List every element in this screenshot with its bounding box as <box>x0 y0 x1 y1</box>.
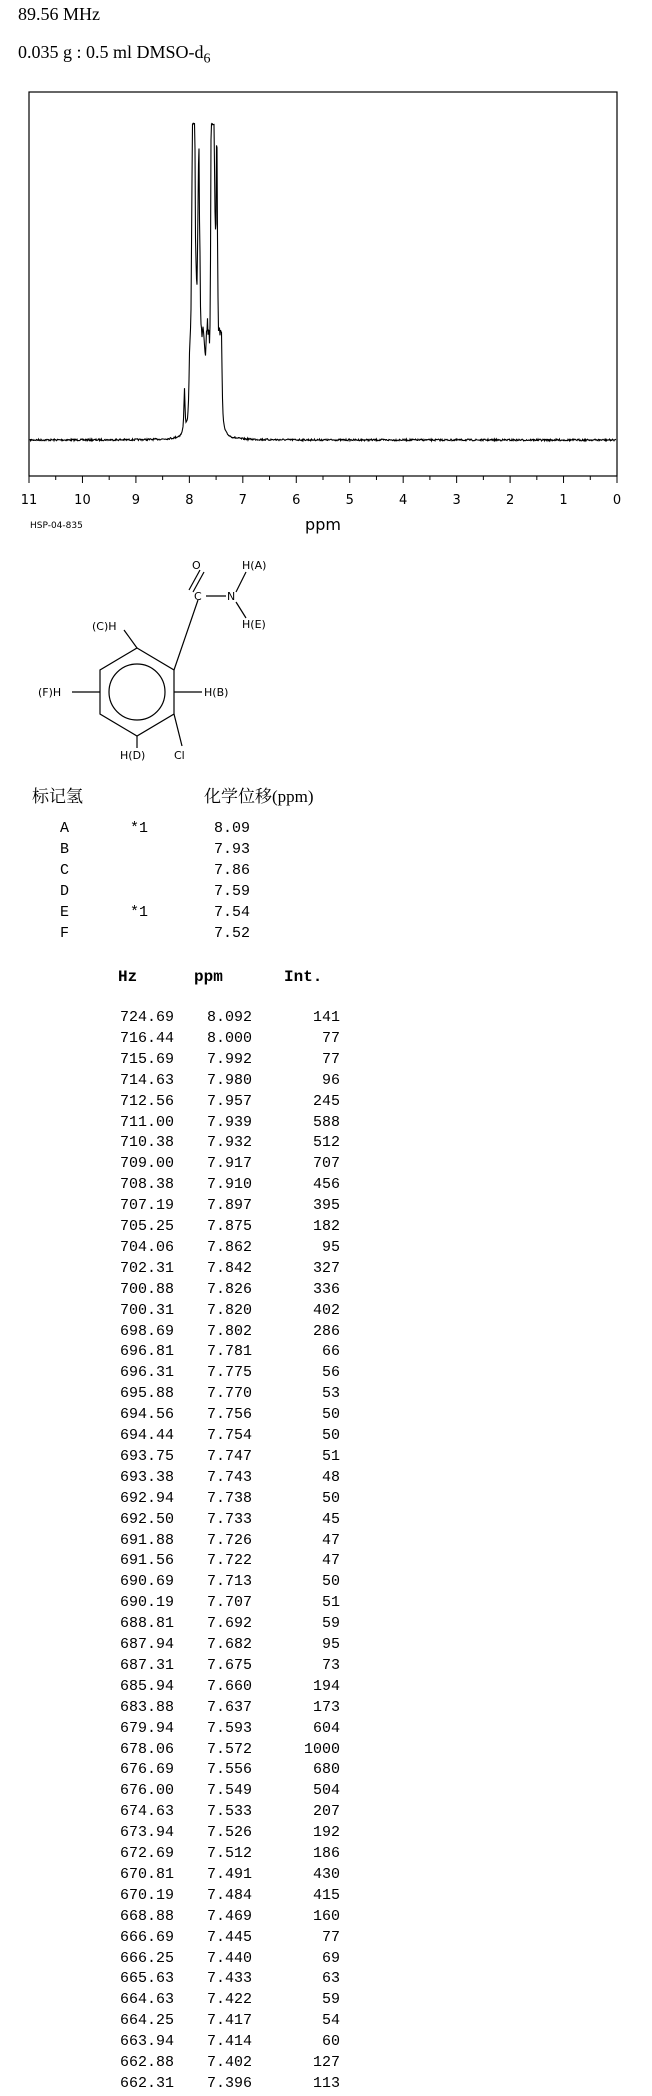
peak-intensity: 245 <box>312 1092 340 1110</box>
peak-intensity: 51 <box>321 1594 340 1612</box>
table-row <box>100 1009 350 1030</box>
peak-ppm: 7.440 <box>206 1949 252 1967</box>
spectrometer-frequency: 89.56 MHz <box>18 4 100 24</box>
peak-intensity: 141 <box>312 1009 340 1026</box>
table-row <box>100 1594 350 1615</box>
peak-ppm: 7.862 <box>206 1238 252 1256</box>
table-row <box>100 2033 350 2054</box>
peak-intensity: 56 <box>321 1364 340 1382</box>
table-row <box>100 1866 350 1887</box>
peak-ppm: 7.756 <box>206 1406 252 1424</box>
peak-intensity: 173 <box>312 1698 340 1716</box>
peak-intensity: 186 <box>312 1845 340 1862</box>
molecule-structure <box>20 552 320 772</box>
peak-intensity: 336 <box>312 1280 340 1298</box>
peak-ppm: 7.820 <box>206 1301 252 1319</box>
peak-ppm: 7.802 <box>206 1322 252 1340</box>
table-row <box>100 1782 350 1803</box>
peak-hz: 705.25 <box>119 1218 174 1235</box>
x-axis-ticks <box>21 476 621 508</box>
peak-ppm: 7.910 <box>206 1176 252 1194</box>
peak-ppm: 7.549 <box>206 1782 252 1800</box>
peak-header-hz: Hz <box>118 968 138 986</box>
peak-hz: 664.25 <box>119 2012 174 2030</box>
benzene-ring <box>100 648 174 736</box>
table-row <box>100 1741 350 1762</box>
peak-hz: 716.44 <box>119 1029 174 1047</box>
peak-hz: 690.69 <box>119 1573 174 1591</box>
peak-intensity: 50 <box>321 1427 340 1444</box>
peak-intensity: 504 <box>312 1782 340 1800</box>
peak-ppm: 7.692 <box>206 1615 252 1633</box>
atom-oxygen: O <box>192 559 201 572</box>
peak-ppm: 7.842 <box>206 1259 252 1277</box>
peak-hz: 694.44 <box>119 1427 174 1444</box>
table-row <box>100 1427 350 1448</box>
peak-ppm: 8.000 <box>206 1029 252 1047</box>
peak-hz: 698.69 <box>119 1322 174 1340</box>
table-row <box>100 1950 350 1971</box>
bond-n-ha <box>236 572 246 592</box>
table-row <box>100 1761 350 1782</box>
peak-hz: 724.69 <box>119 1009 174 1026</box>
peak-hz: 692.94 <box>119 1489 174 1507</box>
table-row <box>100 2012 350 2033</box>
peak-intensity: 395 <box>312 1197 340 1215</box>
peak-intensity: 77 <box>321 1029 340 1047</box>
assignment-note: *1 <box>130 904 149 921</box>
x-tick-label: 0 <box>612 493 622 508</box>
peak-intensity: 53 <box>321 1385 340 1403</box>
peak-header-ppm: ppm <box>194 968 223 986</box>
peak-intensity: 45 <box>321 1510 340 1528</box>
peak-hz: 692.50 <box>119 1510 174 1528</box>
table-row <box>100 1260 350 1281</box>
table-row <box>100 1239 350 1260</box>
assignment-label: F <box>60 925 70 942</box>
peak-ppm: 7.754 <box>206 1427 252 1444</box>
peak-intensity: 50 <box>321 1406 340 1424</box>
peak-hz: 668.88 <box>119 1907 174 1925</box>
nmr-spectrum-chart <box>0 88 652 538</box>
peak-hz: 665.63 <box>119 1970 174 1988</box>
peak-hz: 670.81 <box>119 1865 174 1883</box>
peak-intensity: 286 <box>312 1322 340 1340</box>
table-row <box>100 1845 350 1866</box>
peak-ppm: 7.422 <box>206 1991 252 2009</box>
peak-ppm: 7.396 <box>206 2074 252 2092</box>
table-row <box>100 1114 350 1135</box>
peak-ppm: 7.707 <box>206 1594 252 1612</box>
peak-ppm: 7.957 <box>206 1092 252 1110</box>
peak-ppm: 7.512 <box>206 1845 252 1862</box>
peak-ppm: 7.917 <box>206 1155 252 1173</box>
peak-hz: 712.56 <box>119 1092 174 1110</box>
atom-hb: H(B) <box>204 686 229 699</box>
x-tick-label: 4 <box>399 493 408 508</box>
peak-intensity: 59 <box>321 1615 340 1633</box>
peak-intensity: 113 <box>312 2074 340 2092</box>
table-row <box>100 1532 350 1553</box>
peak-intensity: 47 <box>321 1531 340 1549</box>
table-row <box>100 1490 350 1511</box>
bond-n-he <box>236 602 246 618</box>
assignment-row <box>60 820 320 841</box>
spectrum-trace <box>30 123 616 441</box>
peak-hz: 696.31 <box>119 1364 174 1382</box>
peak-hz: 687.94 <box>119 1636 174 1653</box>
table-row <box>100 1824 350 1845</box>
peak-hz: 673.94 <box>119 1824 174 1842</box>
peak-hz: 691.56 <box>119 1552 174 1570</box>
peak-hz: 666.69 <box>119 1928 174 1946</box>
peak-ppm: 7.445 <box>206 1928 252 1946</box>
peak-ppm: 7.897 <box>206 1197 252 1215</box>
peak-hz: 709.00 <box>119 1155 174 1173</box>
peak-ppm: 7.433 <box>206 1970 252 1988</box>
x-tick-label: 6 <box>292 493 301 508</box>
x-tick-label: 9 <box>131 493 141 508</box>
peak-ppm: 7.722 <box>206 1552 252 1570</box>
peak-ppm: 7.593 <box>206 1719 252 1737</box>
assignment-label: A <box>60 820 70 837</box>
peak-intensity: 47 <box>321 1552 340 1570</box>
bond-ring-cl <box>174 714 182 746</box>
table-row <box>100 1406 350 1427</box>
table-row <box>100 1051 350 1072</box>
x-tick-label: 8 <box>185 493 194 508</box>
peak-ppm: 8.092 <box>206 1009 252 1026</box>
table-row <box>100 1720 350 1741</box>
peak-intensity: 604 <box>312 1719 340 1737</box>
peak-intensity: 588 <box>312 1113 340 1131</box>
peak-hz: 663.94 <box>119 2033 174 2051</box>
assignment-label: C <box>60 862 70 879</box>
peak-ppm: 7.660 <box>206 1677 252 1695</box>
x-tick-label: 3 <box>452 493 461 508</box>
table-row <box>100 1218 350 1239</box>
peak-ppm: 7.747 <box>206 1447 252 1465</box>
peak-ppm: 7.713 <box>206 1573 252 1591</box>
peak-intensity: 69 <box>321 1949 340 1967</box>
peak-hz: 662.88 <box>119 2054 174 2071</box>
table-row <box>100 1887 350 1908</box>
peak-ppm: 7.556 <box>206 1761 252 1779</box>
peak-intensity: 456 <box>312 1176 340 1194</box>
assignment-note: *1 <box>130 820 149 837</box>
bond-ring-carbonyl <box>174 600 198 670</box>
table-row <box>100 1699 350 1720</box>
table-row <box>100 1552 350 1573</box>
table-row <box>100 2075 350 2096</box>
table-row <box>100 1093 350 1114</box>
peak-hz: 715.69 <box>119 1050 174 1068</box>
peak-hz: 664.63 <box>119 1991 174 2009</box>
peak-intensity: 60 <box>321 2033 340 2051</box>
peak-hz: 691.88 <box>119 1531 174 1549</box>
peak-hz: 693.75 <box>119 1447 174 1465</box>
bond-co-2 <box>193 572 204 592</box>
table-row <box>100 1030 350 1051</box>
peak-intensity: 194 <box>312 1677 340 1695</box>
peak-hz: 688.81 <box>119 1615 174 1633</box>
peak-hz: 704.06 <box>119 1238 174 1256</box>
assignment-label-header: 标记氢 <box>32 787 83 806</box>
atom-hc: (C)H <box>92 620 117 633</box>
table-row <box>100 1281 350 1302</box>
atom-ha: H(A) <box>242 559 267 572</box>
peak-ppm: 7.733 <box>206 1510 252 1528</box>
peak-intensity: 415 <box>312 1886 340 1904</box>
peak-ppm: 7.726 <box>206 1531 252 1549</box>
peak-ppm: 7.414 <box>206 2033 252 2051</box>
peak-intensity: 77 <box>321 1050 340 1068</box>
assignment-shift: 7.54 <box>214 904 251 921</box>
peak-intensity: 63 <box>321 1970 340 1988</box>
peak-hz: 707.19 <box>119 1197 174 1215</box>
peak-intensity: 95 <box>321 1238 340 1256</box>
peak-intensity: 207 <box>312 1803 340 1821</box>
peak-ppm: 7.826 <box>206 1280 252 1298</box>
peak-hz: 679.94 <box>119 1719 174 1737</box>
peak-intensity: 96 <box>321 1071 340 1089</box>
peak-intensity: 51 <box>321 1447 340 1465</box>
peak-intensity: 50 <box>321 1573 340 1591</box>
plot-frame <box>29 92 617 476</box>
table-row <box>100 1302 350 1323</box>
peak-intensity: 73 <box>321 1656 340 1674</box>
table-row <box>100 1343 350 1364</box>
bond-co-1 <box>189 570 200 590</box>
table-row <box>100 1908 350 1929</box>
peak-hz: 694.56 <box>119 1406 174 1424</box>
peak-intensity: 127 <box>312 2054 340 2071</box>
peak-intensity: 707 <box>312 1155 340 1173</box>
peak-ppm: 7.932 <box>206 1134 252 1152</box>
table-row <box>100 1197 350 1218</box>
assignment-shift: 7.93 <box>214 841 251 858</box>
peak-hz: 676.69 <box>119 1761 174 1779</box>
peak-ppm: 7.526 <box>206 1824 252 1842</box>
atom-he: H(E) <box>242 618 266 631</box>
peak-hz: 690.19 <box>119 1594 174 1612</box>
x-tick-label: 5 <box>345 493 354 508</box>
aromatic-circle <box>109 664 165 720</box>
peak-ppm: 7.992 <box>206 1050 252 1068</box>
peak-hz: 708.38 <box>119 1176 174 1194</box>
peak-ppm: 7.484 <box>206 1886 252 1904</box>
peak-hz: 670.19 <box>119 1886 174 1904</box>
x-tick-label: 1 <box>559 493 568 508</box>
atom-nitrogen: N <box>227 590 236 603</box>
atom-hf: (F)H <box>38 686 62 699</box>
peak-hz: 666.25 <box>119 1949 174 1967</box>
peak-hz: 695.88 <box>119 1385 174 1403</box>
peak-hz: 710.38 <box>119 1134 174 1152</box>
peak-ppm: 7.675 <box>206 1656 252 1674</box>
table-row <box>100 1615 350 1636</box>
assignment-row <box>60 883 320 904</box>
peak-intensity: 182 <box>312 1218 340 1235</box>
table-row <box>100 2054 350 2075</box>
table-row <box>100 1072 350 1093</box>
assignment-shift: 7.86 <box>214 862 251 879</box>
table-row <box>100 1469 350 1490</box>
assignment-shift: 7.52 <box>214 925 251 942</box>
table-row <box>100 1803 350 1824</box>
x-tick-label: 11 <box>20 493 38 508</box>
peak-ppm: 7.469 <box>206 1907 252 1925</box>
assignment-shift: 7.59 <box>214 883 251 900</box>
assignment-row <box>60 925 320 946</box>
peak-hz: 683.88 <box>119 1698 174 1716</box>
x-tick-label: 2 <box>505 493 515 508</box>
peak-hz: 714.63 <box>119 1071 174 1089</box>
peak-hz: 676.00 <box>119 1782 174 1800</box>
peak-ppm: 7.637 <box>206 1698 252 1716</box>
assignment-row <box>60 841 320 862</box>
peak-hz: 685.94 <box>119 1677 174 1695</box>
sample-subscript: 6 <box>203 51 211 67</box>
peak-ppm: 7.417 <box>206 2012 252 2030</box>
peak-hz: 678.06 <box>119 1740 174 1758</box>
peak-intensity: 50 <box>321 1489 340 1507</box>
atom-carbon: C <box>194 590 202 603</box>
peak-ppm: 7.738 <box>206 1489 252 1507</box>
assignment-row <box>60 904 320 925</box>
table-row <box>100 1155 350 1176</box>
x-tick-label: 7 <box>238 493 247 508</box>
peak-intensity: 402 <box>312 1301 340 1319</box>
table-row <box>100 1364 350 1385</box>
peak-ppm: 7.743 <box>206 1468 252 1486</box>
atom-hd: H(D) <box>120 749 146 762</box>
table-row <box>100 1970 350 1991</box>
peak-header-int: Int. <box>284 968 323 986</box>
peak-intensity: 192 <box>312 1824 340 1842</box>
atom-chlorine: Cl <box>174 749 185 762</box>
peak-intensity: 680 <box>312 1761 340 1779</box>
table-row <box>100 1678 350 1699</box>
peak-hz: 711.00 <box>119 1113 174 1131</box>
peak-hz: 687.31 <box>119 1656 174 1674</box>
table-row <box>100 1176 350 1197</box>
peak-ppm: 7.682 <box>206 1636 252 1653</box>
peak-ppm: 7.875 <box>206 1218 252 1235</box>
peak-ppm: 7.770 <box>206 1385 252 1403</box>
table-row <box>100 1134 350 1155</box>
table-row <box>100 1448 350 1469</box>
table-row <box>100 1636 350 1657</box>
peak-intensity: 95 <box>321 1636 340 1653</box>
assignment-label: E <box>60 904 70 921</box>
peak-ppm: 7.491 <box>206 1865 252 1883</box>
table-row <box>100 1385 350 1406</box>
peak-hz: 702.31 <box>119 1259 174 1277</box>
peak-ppm: 7.980 <box>206 1071 252 1089</box>
assignment-shift: 8.09 <box>214 820 251 837</box>
peak-intensity: 59 <box>321 1991 340 2009</box>
assignment-label: B <box>60 841 70 858</box>
sample-description <box>18 42 211 68</box>
sample-main: 0.035 g : 0.5 ml DMSO-d <box>18 42 204 62</box>
assignment-shift-header: 化学位移(ppm) <box>204 787 314 806</box>
table-row <box>100 1929 350 1950</box>
peak-hz: 674.63 <box>119 1803 174 1821</box>
peak-intensity: 66 <box>321 1343 340 1361</box>
table-row <box>100 1657 350 1678</box>
peak-intensity: 54 <box>321 2012 340 2030</box>
peak-hz: 700.31 <box>119 1301 174 1319</box>
peak-intensity: 512 <box>312 1134 340 1152</box>
peak-ppm: 7.402 <box>206 2054 252 2071</box>
peak-hz: 672.69 <box>119 1845 174 1862</box>
peak-ppm: 7.781 <box>206 1343 252 1361</box>
peak-ppm: 7.533 <box>206 1803 252 1821</box>
table-row <box>100 1323 350 1344</box>
peak-intensity: 160 <box>312 1907 340 1925</box>
peak-intensity: 77 <box>321 1928 340 1946</box>
peak-hz: 693.38 <box>119 1468 174 1486</box>
peak-ppm: 7.775 <box>206 1364 252 1382</box>
peak-hz: 700.88 <box>119 1280 174 1298</box>
bond-ring-ch <box>124 630 137 648</box>
peak-ppm: 7.572 <box>206 1740 252 1758</box>
table-row <box>100 1991 350 2012</box>
assignment-label: D <box>60 883 70 900</box>
peak-intensity: 430 <box>312 1865 340 1883</box>
table-row <box>100 1573 350 1594</box>
peak-intensity: 48 <box>321 1468 340 1486</box>
peak-intensity: 327 <box>312 1259 340 1277</box>
peak-ppm: 7.939 <box>206 1113 252 1131</box>
peak-hz: 662.31 <box>119 2074 174 2092</box>
x-tick-label: 10 <box>74 493 91 508</box>
assignment-row <box>60 862 320 883</box>
table-row <box>100 1511 350 1532</box>
peak-intensity: 1000 <box>303 1740 340 1758</box>
peak-hz: 696.81 <box>119 1343 174 1361</box>
x-axis-label: ppm <box>305 515 341 534</box>
spectrum-code: HSP-04-835 <box>30 521 83 531</box>
